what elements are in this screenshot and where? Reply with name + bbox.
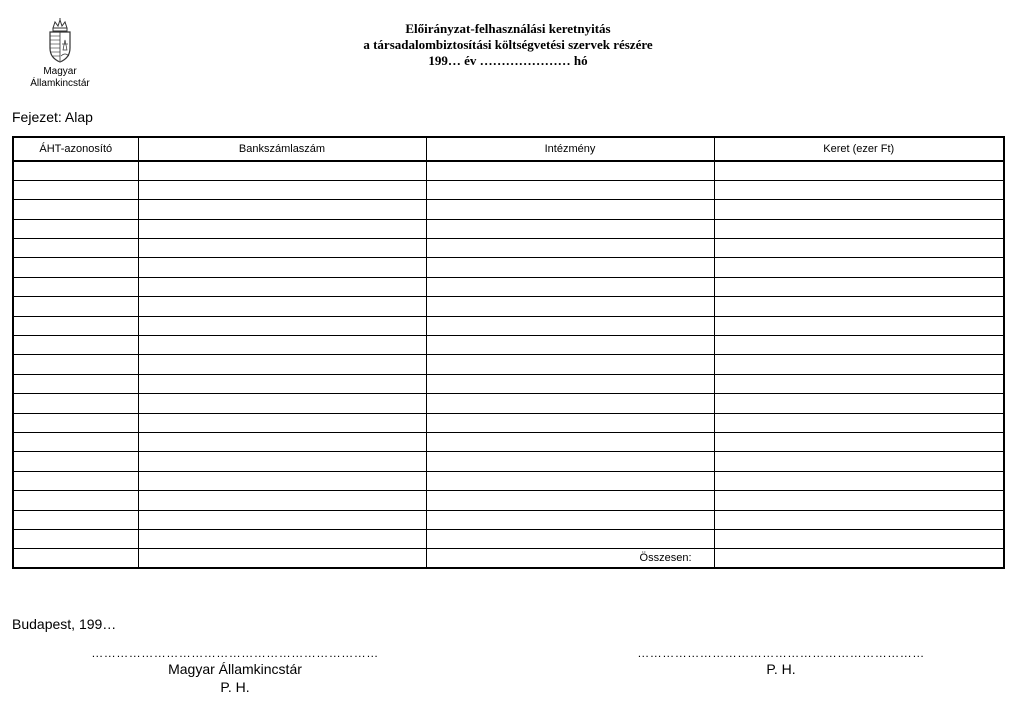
cell-aht-id[interactable] (13, 277, 138, 296)
cell-aht-id[interactable] (13, 180, 138, 199)
column-header-bank-account: Bankszámlaszám (138, 137, 426, 161)
cell-bank-account[interactable] (138, 394, 426, 413)
cell-bank-account[interactable] (138, 432, 426, 451)
cell-institution[interactable] (426, 510, 714, 529)
cell-aht-id[interactable] (13, 374, 138, 393)
cell-institution[interactable] (426, 336, 714, 355)
cell-amount[interactable] (714, 413, 1004, 432)
document-title (300, 21, 716, 69)
cell-aht-id[interactable] (13, 510, 138, 529)
total-row (13, 549, 1004, 568)
cell-institution[interactable] (426, 413, 714, 432)
hungarian-coat-of-arms-icon (45, 18, 75, 64)
table-row (13, 491, 1004, 510)
cell-institution[interactable] (426, 219, 714, 238)
cell-institution[interactable] (426, 471, 714, 490)
table-header-row (13, 137, 1004, 161)
cell-institution[interactable] (426, 432, 714, 451)
cell-amount[interactable] (714, 471, 1004, 490)
cell-bank-account[interactable] (138, 180, 426, 199)
cell-bank-account[interactable] (138, 529, 426, 548)
cell-bank-account[interactable] (138, 277, 426, 296)
cell-bank-account[interactable] (138, 452, 426, 471)
table-row (13, 510, 1004, 529)
table-row (13, 200, 1004, 219)
column-header-institution: Intézmény (426, 137, 714, 161)
cell-amount[interactable] (714, 491, 1004, 510)
cell-amount[interactable] (714, 374, 1004, 393)
table-row (13, 258, 1004, 277)
title-line-3: 199… év ………………… hó (428, 53, 588, 68)
cell-aht-id[interactable] (13, 336, 138, 355)
cell-bank-account[interactable] (138, 355, 426, 374)
cell-aht-id[interactable] (13, 297, 138, 316)
cell-bank-account[interactable] (138, 258, 426, 277)
cell-amount[interactable] (714, 161, 1004, 180)
logo-text-line2: Államkincstár (30, 78, 90, 89)
cell-bank-account[interactable] (138, 239, 426, 258)
total-cell-aht-id (13, 549, 138, 568)
cell-amount[interactable] (714, 336, 1004, 355)
table-row (13, 529, 1004, 548)
table-row (13, 219, 1004, 238)
cell-bank-account[interactable] (138, 336, 426, 355)
total-label: Összesen: (426, 549, 714, 568)
title-line-2: a társadalombiztosítási költségvetési szervek részére (363, 37, 653, 52)
cell-institution[interactable] (426, 355, 714, 374)
signature-right (626, 646, 936, 678)
cell-amount[interactable] (714, 219, 1004, 238)
cell-institution[interactable] (426, 297, 714, 316)
table-row (13, 413, 1004, 432)
chapter-label: Fejezet: Alap (12, 109, 93, 125)
logo (18, 18, 102, 90)
cell-amount[interactable] (714, 394, 1004, 413)
table-body (13, 161, 1004, 568)
cell-institution[interactable] (426, 529, 714, 548)
table-row (13, 316, 1004, 335)
cell-aht-id[interactable] (13, 355, 138, 374)
table-row (13, 336, 1004, 355)
cell-amount[interactable] (714, 297, 1004, 316)
cell-institution[interactable] (426, 277, 714, 296)
cell-amount[interactable] (714, 258, 1004, 277)
logo-text-line1: Magyar (43, 66, 77, 77)
table-row (13, 161, 1004, 180)
cell-amount[interactable] (714, 180, 1004, 199)
allocation-table (12, 136, 1005, 569)
cell-bank-account[interactable] (138, 413, 426, 432)
table-row (13, 374, 1004, 393)
cell-aht-id[interactable] (13, 316, 138, 335)
cell-aht-id[interactable] (13, 529, 138, 548)
cell-aht-id[interactable] (13, 413, 138, 432)
cell-aht-id[interactable] (13, 452, 138, 471)
signature-line-right: …………………………………………………………… (637, 646, 925, 660)
cell-bank-account[interactable] (138, 161, 426, 180)
table-row (13, 471, 1004, 490)
cell-bank-account[interactable] (138, 297, 426, 316)
cell-aht-id[interactable] (13, 394, 138, 413)
title-line-1: Előirányzat-felhasználási keretnyitás (405, 21, 611, 36)
cell-institution[interactable] (426, 374, 714, 393)
cell-institution[interactable] (426, 452, 714, 471)
cell-bank-account[interactable] (138, 471, 426, 490)
table-row (13, 180, 1004, 199)
cell-amount[interactable] (714, 529, 1004, 548)
cell-bank-account[interactable] (138, 510, 426, 529)
cell-aht-id[interactable] (13, 432, 138, 451)
cell-aht-id[interactable] (13, 200, 138, 219)
cell-amount[interactable] (714, 452, 1004, 471)
place-date: Budapest, 199… (12, 616, 117, 632)
table-row (13, 297, 1004, 316)
table-row (13, 394, 1004, 413)
signature-left (80, 646, 390, 696)
cell-institution[interactable] (426, 180, 714, 199)
cell-aht-id[interactable] (13, 491, 138, 510)
cell-aht-id[interactable] (13, 258, 138, 277)
cell-institution[interactable] (426, 200, 714, 219)
cell-amount[interactable] (714, 277, 1004, 296)
column-header-aht-id: ÁHT-azonosító (13, 137, 138, 161)
cell-institution[interactable] (426, 258, 714, 277)
column-header-amount: Keret (ezer Ft) (714, 137, 1004, 161)
cell-bank-account[interactable] (138, 200, 426, 219)
signature-left-stamp: P. H. (220, 679, 250, 695)
signature-left-name: Magyar Államkincstár (168, 661, 302, 677)
cell-bank-account[interactable] (138, 491, 426, 510)
cell-institution[interactable] (426, 316, 714, 335)
table-row (13, 277, 1004, 296)
table-row (13, 355, 1004, 374)
table-row (13, 239, 1004, 258)
signature-line-left: …………………………………………………………… (91, 646, 379, 660)
cell-aht-id[interactable] (13, 471, 138, 490)
table-row (13, 432, 1004, 451)
cell-institution[interactable] (426, 394, 714, 413)
cell-institution[interactable] (426, 161, 714, 180)
cell-amount[interactable] (714, 200, 1004, 219)
cell-bank-account[interactable] (138, 219, 426, 238)
table-row (13, 452, 1004, 471)
cell-institution[interactable] (426, 491, 714, 510)
signature-right-stamp: P. H. (766, 661, 796, 677)
total-cell-bank-account (138, 549, 426, 568)
cell-aht-id[interactable] (13, 239, 138, 258)
cell-bank-account[interactable] (138, 316, 426, 335)
cell-amount[interactable] (714, 239, 1004, 258)
cell-amount[interactable] (714, 510, 1004, 529)
cell-amount[interactable] (714, 355, 1004, 374)
cell-aht-id[interactable] (13, 161, 138, 180)
cell-institution[interactable] (426, 239, 714, 258)
total-amount-cell[interactable] (714, 549, 1004, 568)
cell-bank-account[interactable] (138, 374, 426, 393)
cell-aht-id[interactable] (13, 219, 138, 238)
cell-amount[interactable] (714, 316, 1004, 335)
cell-amount[interactable] (714, 432, 1004, 451)
